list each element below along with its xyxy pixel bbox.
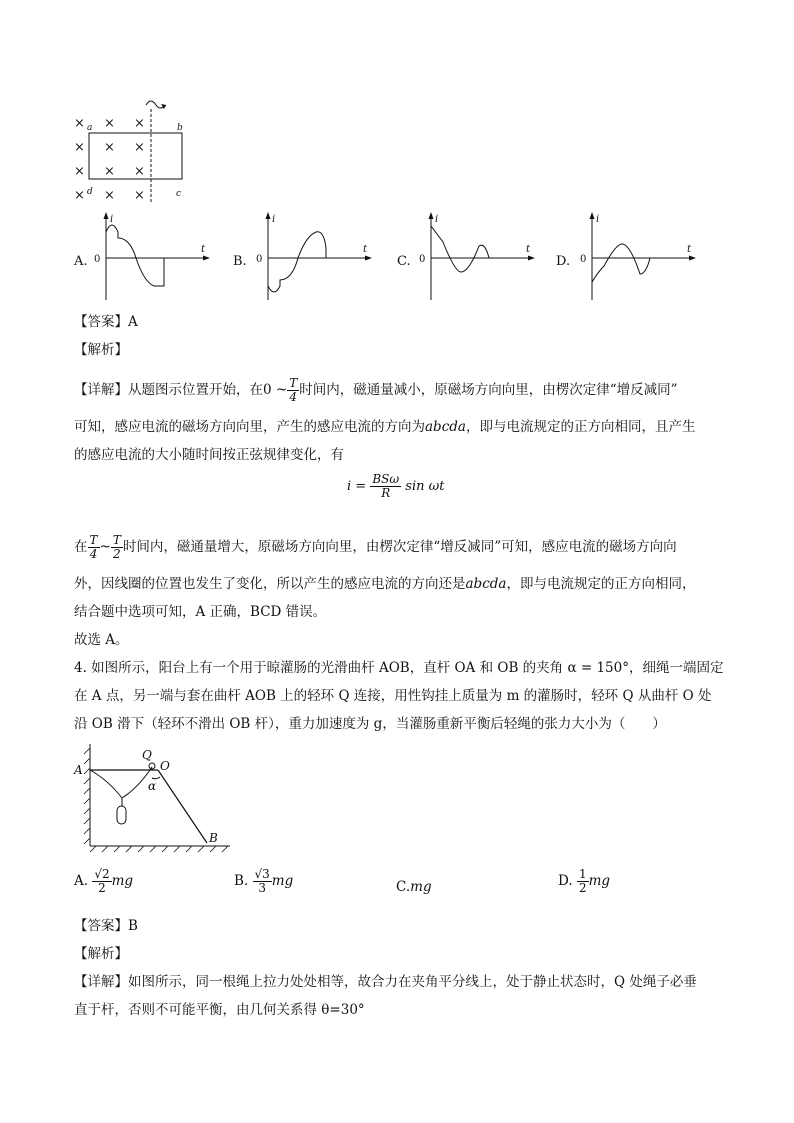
cross-mark: × [134, 140, 145, 155]
label-b: b [177, 123, 183, 133]
cross-mark: × [134, 164, 145, 179]
coil-field-figure [70, 95, 200, 207]
q3-detail-line3: 的感应电流的大小随时间按正弦规律变化，有 [74, 447, 344, 463]
cross-mark: × [104, 116, 115, 131]
origin-label: 0 [94, 254, 101, 265]
label-d: d [87, 187, 93, 197]
current-curve [592, 244, 650, 282]
ground-hatching [90, 846, 228, 852]
t-axis-arrow-icon [365, 256, 372, 261]
cross-mark: × [134, 116, 145, 131]
cross-mark: × [74, 188, 85, 203]
option-C-label[interactable]: C. [397, 254, 411, 269]
q3-detail-line6: 结合题中选项可知，A 正确，BCD 错误。 [74, 604, 327, 620]
axis-label-i: i [272, 214, 276, 225]
origin-label: 0 [256, 254, 263, 265]
q4-option-B[interactable]: B. $\frac{√3}{3}$ mg [234, 867, 294, 895]
axis-label-i: i [435, 214, 439, 225]
formula-induced-current: i = $\frac{\text{BSω}}{R}$ sin ωt [347, 472, 445, 500]
sausage-weight [117, 806, 126, 824]
origin-label: 0 [580, 254, 587, 265]
current-curve [268, 232, 326, 292]
wall-hatching [84, 748, 90, 844]
axis-label-i: i [110, 214, 114, 225]
i-axis-arrow-icon [429, 212, 434, 219]
rope-left [90, 770, 122, 798]
label-alpha: α [148, 779, 157, 793]
ring-Q [149, 763, 155, 769]
origin-label: 0 [419, 254, 426, 265]
axis-label-i: i [596, 214, 600, 225]
q3-detail-line5: 外，因线圈的位置也发生了变化，所以产生的感应电流的方向还是abcda，即与电流规定的正方向相同， [74, 576, 696, 592]
label-Q: Q [142, 748, 152, 762]
rod-OB [158, 770, 207, 843]
q4-option-D[interactable]: D. $\frac{1}{2}$ mg [558, 867, 611, 895]
option-A-label[interactable]: A. [74, 254, 88, 269]
i-axis-arrow-icon [266, 212, 271, 219]
label-A: A [74, 763, 83, 777]
i-axis-arrow-icon [590, 212, 595, 219]
cross-mark: × [74, 164, 85, 179]
q4-detail-line2: 直于杆，否则不可能平衡，由几何关系得 θ=30° [74, 1002, 365, 1018]
axis-label-t: t [363, 244, 368, 255]
cross-marks [74, 116, 145, 203]
balcony-rod-figure [72, 740, 237, 855]
i-axis-arrow-icon [104, 212, 109, 219]
option-graph-C [413, 212, 538, 302]
option-graph-B [250, 212, 375, 302]
q3-analysis-heading: 【解析】 [74, 342, 128, 358]
cross-mark: × [104, 188, 115, 203]
q4-analysis-heading: 【解析】 [74, 946, 128, 962]
current-curve [431, 226, 489, 272]
cross-mark: × [74, 116, 85, 131]
q4-option-A[interactable]: A. $\frac{√2}{2}$ mg [74, 867, 134, 895]
q4-detail-line1: 【详解】如图所示，同一根绳上拉力处处相等，故合力在夹角平分线上，处于静止状态时，Q 处绳子必垂 [74, 974, 697, 990]
q3-detail-line1: 【详解】从题图示位置开始，在0 ~ $\frac{T}{4}$ 时间内，磁通量减小，原磁场方向向里，由楞次定律“增反减同” [74, 376, 678, 404]
axis-label-t: t [526, 244, 531, 255]
cross-mark: × [104, 164, 115, 179]
q3-answer: 【答案】A [74, 314, 138, 330]
q4-stem-line3: 沿 OB 滑下（轻环不滑出 OB 杆），重力加速度为 g，当灌肠重新平衡后轻绳的张力大小为（ ） [74, 716, 666, 732]
q3-detail-line4: 在 $\frac{T}{4}$ ~ $\frac{T}{2}$ 时间内，磁通量增大，原磁场方向向里，由楞次定律“增反减同”可知，感应电流的磁场方向向 [74, 533, 677, 561]
t-axis-arrow-icon [203, 256, 210, 261]
option-graph-A [88, 212, 213, 302]
option-B-label[interactable]: B. [233, 254, 247, 269]
q4-answer: 【答案】B [74, 918, 138, 934]
option-graph-D [574, 212, 699, 302]
label-B: B [209, 831, 218, 845]
label-O: O [160, 759, 170, 773]
axis-label-t: t [687, 244, 692, 255]
axis-label-t: t [201, 244, 206, 255]
q4-stem-line1: 4. 如图所示，阳台上有一个用于晾灌肠的光滑曲杆 AOB，直杆 OA 和 OB 的夹角 α = 150°，细绳一端固定 [74, 660, 724, 676]
cross-mark: × [134, 188, 145, 203]
cross-mark: × [74, 140, 85, 155]
t-axis-arrow-icon [689, 256, 696, 261]
label-a: a [87, 123, 93, 133]
q4-stem-line2: 在 A 点，另一端与套在曲杆 AOB 上的轻环 Q 连接，用性钩挂上质量为 m 的灌肠时，轻环 Q 从曲杆 O 处 [74, 688, 712, 704]
q3-detail-line2: 可知，感应电流的磁场方向向里，产生的感应电流的方向为abcda，即与电流规定的正方向相同，且产生 [74, 419, 696, 435]
option-D-label[interactable]: D. [556, 254, 571, 269]
current-curve [106, 225, 164, 286]
q4-option-C[interactable]: C.mg [396, 879, 432, 895]
label-c: c [176, 189, 182, 199]
t-axis-arrow-icon [528, 256, 535, 261]
cross-mark: × [104, 140, 115, 155]
q3-conclusion: 故选 A。 [74, 632, 129, 648]
